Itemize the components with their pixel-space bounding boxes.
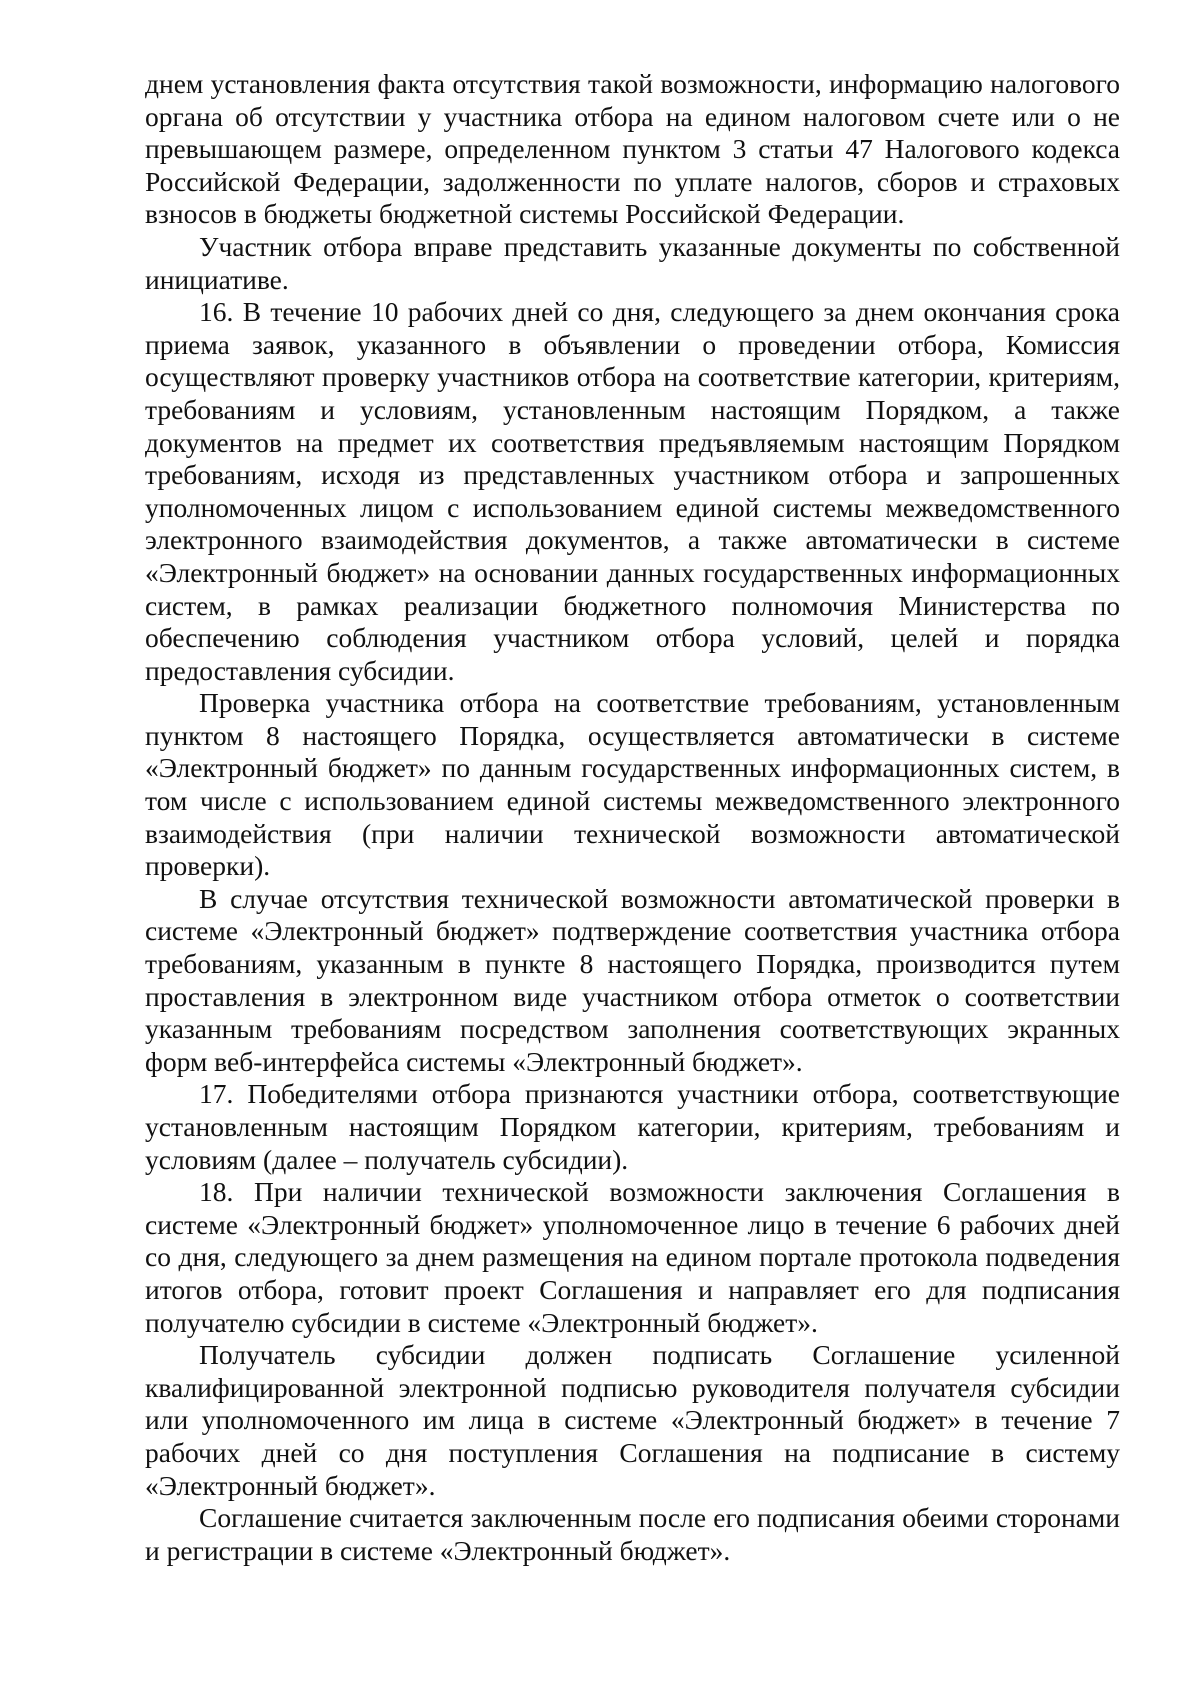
paragraph-agreement-concluded: Соглашение считается заключенным после его подписания обеими сторонами и регистрации в системе «Электронный бюджет». [145,1502,1120,1566]
paragraph-continuation: днем установления факта отсутствия такой возможности, информацию налогового органа об отсутствии у участника отбора на едином налоговом счете или о не превышающем размере, определенном пунктом 3 статьи 47 Налогового кодекса Российской Федерации, задолженности по уплате налогов, сборов и страховых взносов в бюджеты бюджетной системы Российской Федерации. [145,68,1120,230]
paragraph-item-17: 17. Победителями отбора признаются участники отбора, соответствующие установленным настоящим Порядком категории, критериям, требованиям и условиям (далее – получатель субсидии). [145,1078,1120,1175]
document-page [145,68,1120,1567]
paragraph-signing: Получатель субсидии должен подписать Соглашение усиленной квалифицированной электронной подписью руководителя получателя субсидии или уполномоченного им лица в системе «Электронный бюджет» в течение 7 рабочих дней со дня поступления Соглашения на подписание в систему «Электронный бюджет». [145,1339,1120,1501]
paragraph-item-16: 16. В течение 10 рабочих дней со дня, следующего за днем окончания срока приема заявок, указанного в объявлении о проведении отбора, Комиссия осуществляют проверку участников отбора на соответствие категории, критериям, требованиям и условиям, установленным настоящим Порядком, а также документов на предмет их соответствия предъявляемым настоящим Порядком требованиям, исходя из представленных участником отбора и запрошенных уполномоченных лицом с использованием единой системы межведомственного электронного взаимодействия документов, а также автоматически в системе «Электронный бюджет» на основании данных государственных информационных систем, в рамках реализации бюджетного полномочия Министерства по обеспечению соблюдения участником отбора условий, целей и порядка предоставления субсидии. [145,296,1120,686]
paragraph-automatic-check: Проверка участника отбора на соответствие требованиям, установленным пунктом 8 настоящего Порядка, осуществляется автоматически в системе «Электронный бюджет» по данным государственных информационных систем, в том числе с использованием единой системы межведомственного электронного взаимодействия (при наличии технической возможности автоматической проверки). [145,687,1120,882]
paragraph-manual-check: В случае отсутствия технической возможности автоматической проверки в системе «Электронный бюджет» подтверждение соответствия участника отбора требованиям, указанным в пункте 8 настоящего Порядка, производится путем проставления в электронном виде участником отбора отметок о соответствии указанным требованиям посредством заполнения соответствующих экранных форм веб-интерфейса системы «Электронный бюджет». [145,882,1120,1077]
paragraph-initiative: Участник отбора вправе представить указанные документы по собственной инициативе. [145,230,1120,295]
paragraph-item-18: 18. При наличии технической возможности заключения Соглашения в системе «Электронный бюджет» уполномоченное лицо в течение 6 рабочих дней со дня, следующего за днем размещения на едином портале протокола подведения итогов отбора, готовит проект Соглашения и направляет его для подписания получателю субсидии в системе «Электронный бюджет». [145,1176,1120,1338]
